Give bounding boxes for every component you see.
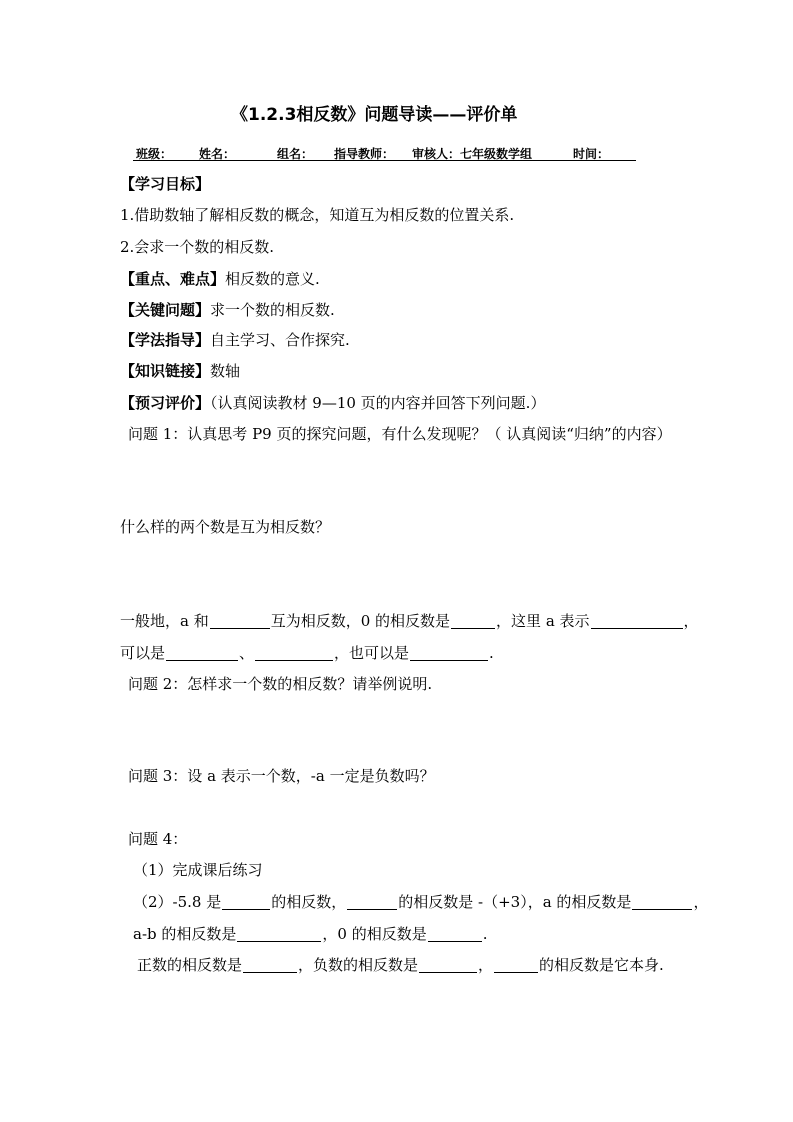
q4-text-c: 的相反数是 -（+3），a 的相反数是 [398,893,632,911]
link-heading: 【知识链接】 [120,362,211,380]
q4-line-4 [137,957,664,973]
page-title: 《1.2.3相反数》问题导读——评价单 [231,105,518,125]
name-label: 姓名： [199,147,236,161]
question-row [120,302,335,318]
group-label: 组名： [277,147,314,161]
key-row [120,271,320,287]
goal-item-2: 2.会求一个数的相反数. [120,238,275,256]
reviewer-label: 审核人：七年级数学组 [412,147,533,161]
q4-text-f: ，0 的相反数是 [322,925,427,943]
method-text: 自主学习、合作探究. [210,331,350,349]
fill-text-g: ，也可以是 [334,644,410,662]
key-text: 相反数的意义. [225,270,320,288]
header-underline [133,160,636,161]
answer-blank[interactable] [410,645,488,661]
answer-blank[interactable] [255,645,333,661]
answer-blank[interactable] [494,957,538,973]
fill-text-h: . [489,644,494,662]
q4-text-a: （2）-5.8 是 [133,893,222,911]
method-row [120,332,350,348]
class-label: 班级： [136,147,173,161]
q4-text-g: . [482,925,488,943]
q4-text-k: 的相反数是它本身. [539,956,664,974]
answer-blank[interactable] [237,926,321,942]
link-row [120,363,240,379]
answer-blank[interactable] [428,926,482,942]
answer-blank[interactable] [243,957,297,973]
preview-heading: 【预习评价】 [120,394,211,412]
teacher-label: 指导教师： [334,147,395,161]
answer-blank[interactable] [347,894,397,910]
goal-item-1: 1.借助数轴了解相反数的概念，知道互为相反数的位置关系. [120,206,515,224]
q4-text-b: 的相反数， [271,893,347,911]
question-1: 问题 1：认真思考 P9 页的探究问题，有什么发现呢？（ 认真阅读“归纳”的内容） [128,425,672,443]
question-2: 问题 2：怎样求一个数的相反数？请举例说明. [128,675,433,693]
answer-blank[interactable] [419,957,477,973]
q4-text-d: ， [693,893,709,911]
question-4-item-1: （1）完成课后练习 [133,861,263,879]
fill-text-d: ， [683,612,699,630]
q4-line-2 [133,894,708,910]
fill-text-a: 一般地，a 和 [120,612,209,630]
goal-heading: 【学习目标】 [120,175,211,193]
question-3: 问题 3：设 a 表示一个数，-a 一定是负数吗？ [128,767,435,785]
q4-line-3 [133,926,487,942]
question-4: 问题 4： [128,830,188,848]
fill-line-2 [120,645,494,661]
answer-blank[interactable] [591,613,683,629]
question-text: 求一个数的相反数. [210,301,335,319]
key-heading: 【重点、难点】 [120,270,226,288]
fill-line-1 [120,613,699,629]
preview-row [120,395,545,411]
fill-text-b: 互为相反数，0 的相反数是 [270,612,451,630]
fill-text-e: 可以是 [120,644,166,662]
q4-text-j: ， [478,956,494,974]
q4-text-h: 正数的相反数是 [137,956,243,974]
answer-blank[interactable] [632,894,692,910]
answer-blank[interactable] [210,613,270,629]
time-label: 时间： [573,147,610,161]
answer-blank[interactable] [222,894,270,910]
preview-text: （认真阅读教材 9—10 页的内容并回答下列问题.） [210,394,546,412]
question-heading: 【关键问题】 [120,301,211,319]
question-1-sub: 什么样的两个数是互为相反数？ [120,518,331,536]
link-text: 数轴 [210,362,241,380]
method-heading: 【学法指导】 [120,331,211,349]
fill-text-f: 、 [239,644,255,662]
q4-text-i: ，负数的相反数是 [298,956,419,974]
q4-text-e: a-b 的相反数是 [133,925,237,943]
fill-text-c: ，这里 a 表示 [496,612,590,630]
answer-blank[interactable] [451,613,495,629]
answer-blank[interactable] [166,645,238,661]
